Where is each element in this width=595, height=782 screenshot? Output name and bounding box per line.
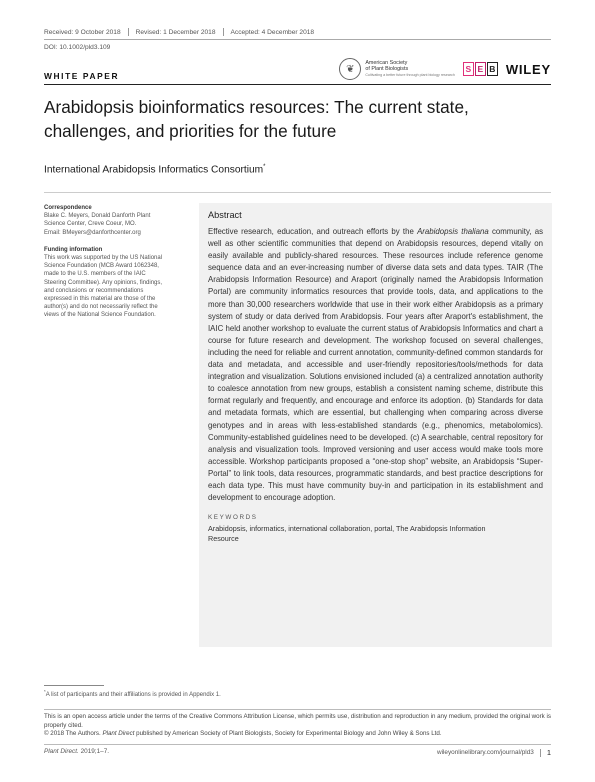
aspb-name-line2: of Plant Biologists — [365, 66, 409, 72]
journal-url[interactable]: wileyonlinelibrary.com/journal/pld3 — [436, 749, 534, 756]
seb-logo — [463, 62, 498, 76]
article-type-label: WHITE PAPER — [44, 71, 120, 81]
journal-citation — [44, 748, 109, 755]
funding-line: Steering Committee). Any opinions, findings, — [44, 279, 163, 286]
seb-letter: B — [487, 62, 498, 76]
abstract-text-rest: community, as well as other scientific communities that depend on Arabidopsis resources, depend vitally on easily available and publicly-shared resources. These resources include reference genome sequence data and an ever-increasing number of diverse data sets and data types. TAIR (The Arabidopsis Information Resource) and Araport (originally named the Arabidopsis Information Portal) are community informatics resources that provide tools, data, and applications to the more than 30,000 researchers worldwide that use in their work either Arabidopsis as a primary system of study or data derived from Arabidopsis. Four years after Araport's establishment, the IAIC held another workshop to evaluate the current status of Arabidopsis Informatics and chart a course for future research and development. The workshop focused on several challenges, including the need for reliable and current annotation, community-defined common standards for data and metadata, and accessible and user-friendly repositories/tools/methods for data integration and visualization. Solutions envisioned included (a) a centralized annotation authority to coalesce annotation from new groups, establish a consistent naming scheme, distribute this format regularly and frequently, and encourage and enforce its adoption. (b) Standards for data and metadata formats, which are essential, but challenging when comparing across diverse genotypes and in areas with less-established standards (e.g., phenomics, metabolomics). Community-established guidelines need to be developed. (c) A searchable, central repository for analysis and visualization tools. Improved versioning and user access would make tools more accessible. Workshop participants proposed a “one-stop shop” website, an Arabidopsis “Super-Portal” to link tools, data resources, programmatic standards, and best practice descriptions for each data type. This must have community buy-in and participation in its establishment and development to encourage adoption. — [208, 227, 543, 503]
funding-line: expressed in this material are those of the — [44, 296, 156, 303]
author-rule — [44, 192, 551, 193]
funding-heading: Funding information — [44, 246, 103, 253]
license-statement: This is an open access article under the terms of the Creative Commons Attribution License, which permits use, distribution and reproduction in any medium, provided the original work is properly cited. — [44, 713, 551, 729]
footnote — [44, 689, 221, 698]
footer-right — [437, 748, 551, 757]
correspondence-line: Blake C. Meyers, Donald Danforth Plant — [44, 213, 151, 220]
publication-dates — [44, 28, 551, 36]
wiley-logo: WILEY — [505, 61, 551, 77]
abstract-box — [199, 203, 552, 647]
header-rule — [44, 39, 551, 40]
abstract-text-start: Effective research, education, and outreach efforts by the — [208, 227, 418, 236]
seb-letter: S — [463, 62, 474, 76]
revised-date: Revised: 1 December 2018 — [135, 28, 216, 36]
abstract-heading: Abstract — [208, 210, 242, 220]
abstract-species-name: Arabidopsis thaliana — [417, 227, 489, 236]
funding-line: author(s) and do not necessarily reflect the — [44, 304, 158, 311]
author-name[interactable]: International Arabidopsis Informatics Consortium — [44, 164, 264, 176]
journal-name-italic: Plant Direct — [102, 730, 135, 738]
date-separator — [223, 28, 224, 36]
publisher-logos — [339, 58, 551, 80]
funding-line: This work was supported by the US National — [44, 255, 163, 262]
funding-line: and conclusions or recommendations — [44, 287, 144, 294]
footnote-rule — [44, 685, 104, 686]
journal-name: Plant Direct. — [44, 748, 79, 755]
funding-block — [44, 246, 182, 320]
abstract-text — [208, 226, 543, 504]
date-separator — [128, 28, 129, 36]
funding-line: made to the U.S. members of the IAIC — [44, 271, 146, 278]
correspondence-email[interactable]: Email: BMeyers@danforthcenter.org — [44, 229, 141, 236]
aspb-tagline: Cultivating a better future through plant biology research — [365, 73, 455, 77]
plant-seal-icon: ❦ — [339, 58, 361, 80]
sidebar-info — [44, 204, 182, 329]
accepted-date: Accepted: 4 December 2018 — [230, 28, 315, 36]
footnote-mark: * — [44, 689, 46, 694]
keywords-heading: KEYWORDS — [208, 514, 258, 522]
funding-line: views of the National Science Foundation. — [44, 312, 156, 319]
article-title: Arabidopsis bioinformatics resources: The current state, challenges, and priorities for the future — [44, 97, 469, 141]
license-rule — [44, 709, 551, 710]
author-line — [44, 164, 265, 175]
seb-letter: E — [475, 62, 486, 76]
correspondence-heading: Correspondence — [44, 205, 92, 211]
doi[interactable]: DOI: 10.1002/pld3.109 — [44, 44, 111, 51]
aspb-name-line1: American Society — [365, 60, 408, 66]
keywords-text: Arabidopsis, informatics, international collaboration, portal, The Arabidopsis Information Resource — [208, 524, 486, 544]
footer-separator — [540, 749, 541, 757]
received-date: Received: 9 October 2018 — [44, 28, 121, 36]
copyright-line: © 2018 The Authors. Plant Direct published by American Society of Plant Biologists, Society for Experimental Biology and John Wiley & Sons Ltd. — [44, 730, 442, 738]
license-block — [44, 713, 554, 739]
correspondence-block — [44, 204, 182, 237]
citation-info: 2019;1–7. — [78, 748, 110, 755]
aspb-logo — [339, 58, 455, 80]
footer-rule — [44, 744, 551, 745]
section-rule — [44, 84, 551, 85]
funding-line: Science Foundation (MCB Award 1062348, — [44, 263, 159, 270]
author-footnote-mark[interactable]: * — [263, 164, 266, 170]
footnote-text: A list of participants and their affiliations is provided in Appendix 1. — [45, 692, 221, 698]
page-number: 1 — [546, 748, 551, 757]
correspondence-line: Science Center, Creve Coeur, MO. — [44, 221, 137, 228]
